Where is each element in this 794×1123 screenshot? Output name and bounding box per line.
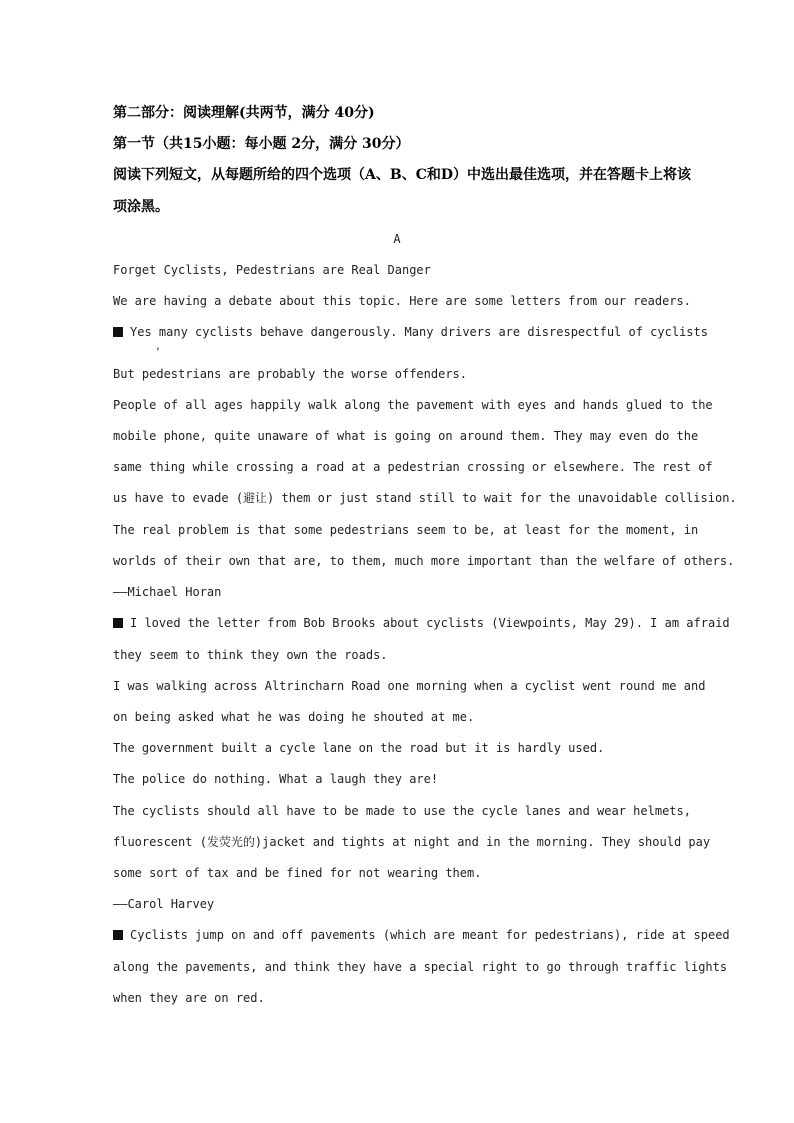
letter2-line-5: The government built a cycle lane on the road but it is hardly used. bbox=[113, 741, 605, 755]
letter2-line-8: fluorescent (发荧光的)jacket and tights at night and in the morning. They should pay bbox=[113, 835, 711, 849]
letter1-line-4: mobile phone, quite unaware of what is going on around them. They may even do the bbox=[113, 429, 699, 443]
letter2-line-3: I was walking across Altrincharn Road one morning when a cyclist went round me and bbox=[113, 679, 706, 693]
letter2-line-1: I loved the letter from Bob Brooks about cyclists (Viewpoints, May 29). I am afraid bbox=[113, 615, 730, 631]
letter1-line-5: same thing while crossing a road at a pedestrian crossing or elsewhere. The rest of bbox=[113, 460, 713, 474]
passage-title: Forget Cyclists, Pedestrians are Real Danger bbox=[113, 263, 431, 277]
bullet-marker bbox=[113, 327, 123, 337]
letter1-line-8: worlds of their own that are, to them, much more important than the welfare of others. bbox=[113, 554, 735, 568]
letter2-line-9: some sort of tax and be fined for not wearing them. bbox=[113, 866, 482, 880]
letter2-line-6: The police do nothing. What a laugh they are! bbox=[113, 772, 439, 786]
section-title: 第一节（共15小题：每小题 2分，满分 30分） bbox=[113, 136, 410, 152]
letter3-line-2: along the pavements, and think they have a special right to go through traffic lights bbox=[113, 960, 728, 974]
letter1-line-2: But pedestrians are probably the worse offenders. bbox=[113, 367, 468, 381]
letter2-signature: ——Carol Harvey bbox=[113, 897, 215, 911]
passage-label: A bbox=[393, 232, 401, 246]
stray-comma-mark: , bbox=[155, 341, 162, 352]
letter2-line-2: they seem to think they own the roads. bbox=[113, 648, 388, 662]
letter2-line-4: on being asked what he was doing he shouted at me. bbox=[113, 710, 475, 724]
letter1-line-1: Yes many cyclists behave dangerously. Many drivers are disrespectful of cyclists bbox=[113, 324, 708, 340]
bullet-marker bbox=[113, 618, 123, 628]
letter3-line-1: Cyclists jump on and off pavements (which are meant for pedestrians), ride at speed bbox=[113, 927, 730, 943]
letter1-line-6: us have to evade (避让) them or just stand still to wait for the unavoidable collision. bbox=[113, 491, 737, 505]
letter1-line-3: People of all ages happily walk along the pavement with eyes and hands glued to the bbox=[113, 398, 713, 412]
instruction-line-1: 阅读下列短文，从每题所给的四个选项（A、B、C和D）中选出最佳选项，并在答题卡上将该 bbox=[113, 167, 691, 183]
bullet-marker bbox=[113, 930, 123, 940]
letter1-line-7: The real problem is that some pedestrians seem to be, at least for the moment, in bbox=[113, 523, 699, 537]
letter2-line-7: The cyclists should all have to be made to use the cycle lanes and wear helmets, bbox=[113, 804, 691, 818]
letter1-signature: ——Michael Horan bbox=[113, 585, 222, 599]
part-title: 第二部分：阅读理解(共两节，满分 40分) bbox=[113, 105, 375, 121]
passage-intro: We are having a debate about this topic. Here are some letters from our readers. bbox=[113, 294, 691, 308]
instruction-line-2: 项涂黑。 bbox=[113, 199, 169, 215]
letter3-line-3: when they are on red. bbox=[113, 991, 265, 1005]
